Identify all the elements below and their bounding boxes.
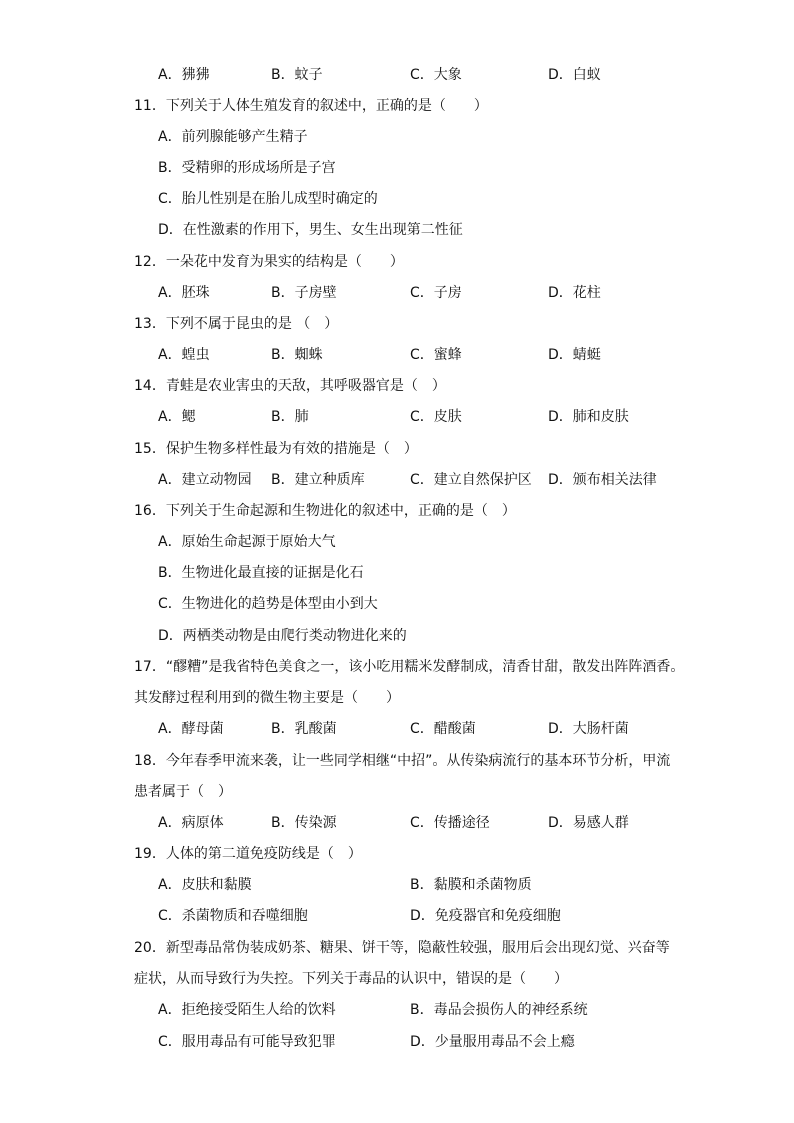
q15-stem: 15．保护生物多样性最为有效的措施是（ ） — [134, 441, 418, 457]
q18-option-d[interactable]: D．易感人群 — [548, 815, 629, 831]
q12-option-b[interactable]: B．子房壁 — [271, 285, 337, 301]
q18-option-a[interactable]: A．病原体 — [158, 815, 224, 831]
q13-option-a[interactable]: A．蝗虫 — [158, 347, 210, 363]
q15-option-a[interactable]: A．建立动物园 — [158, 472, 252, 488]
q13-option-b[interactable]: B．蜘蛛 — [271, 347, 323, 363]
q16-option-a[interactable]: A．原始生命起源于原始大气 — [158, 534, 336, 550]
q17-option-b[interactable]: B．乳酸菌 — [271, 721, 337, 737]
q17-stem-line1: 17．“醪糟”是我省特色美食之一，该小吃用糯米发酵制成，清香甘甜，散发出阵阵酒香。 — [134, 659, 685, 675]
q14-stem: 14．青蛙是农业害虫的天敌，其呼吸器官是（ ） — [134, 378, 446, 394]
q18-option-b[interactable]: B．传染源 — [271, 815, 337, 831]
q16-option-d[interactable]: D．两栖类动物是由爬行类动物进化来的 — [158, 628, 407, 644]
q17-stem-line2: 其发酵过程利用到的微生物主要是（ ） — [134, 690, 400, 706]
q13-option-c[interactable]: C．蜜蜂 — [410, 347, 462, 363]
q20-option-b[interactable]: B．毒品会损伤人的神经系统 — [410, 1002, 588, 1018]
q19-stem: 19．人体的第二道免疫防线是（ ） — [134, 846, 362, 862]
q13-stem: 13．下列不属于昆虫的是 （ ） — [134, 316, 339, 332]
q17-option-c[interactable]: C．醋酸菌 — [410, 721, 476, 737]
q10-option-c[interactable]: C．大象 — [410, 67, 462, 83]
q20-stem-line1: 20．新型毒品常伪装成奶茶、糖果、饼干等，隐蔽性较强，服用后会出现幻觉、兴奋等 — [134, 940, 670, 956]
q14-option-b[interactable]: B．肺 — [271, 409, 309, 425]
q15-option-d[interactable]: D．颁布相关法律 — [548, 472, 657, 488]
q19-option-d[interactable]: D．免疫器官和免疫细胞 — [410, 908, 561, 924]
q12-option-d[interactable]: D．花柱 — [548, 285, 601, 301]
q10-options — [158, 66, 758, 84]
q11-option-c[interactable]: C．胎儿性别是在胎儿成型时确定的 — [158, 191, 378, 207]
q18-stem-line1: 18．今年春季甲流来袭，让一些同学相继“中招”。从传染病流行的基本环节分析，甲流 — [134, 753, 671, 769]
q18-stem-line2: 患者属于（ ） — [134, 784, 232, 800]
q15-option-c[interactable]: C．建立自然保护区 — [410, 472, 532, 488]
q12-option-a[interactable]: A．胚珠 — [158, 285, 210, 301]
q11-option-a[interactable]: A．前列腺能够产生精子 — [158, 129, 308, 145]
q20-option-a[interactable]: A．拒绝接受陌生人给的饮料 — [158, 1002, 336, 1018]
q16-option-c[interactable]: C．生物进化的趋势是体型由小到大 — [158, 596, 378, 612]
q13-option-d[interactable]: D．蜻蜓 — [548, 347, 601, 363]
q17-options — [158, 720, 758, 738]
q20-options-ab — [158, 1001, 758, 1019]
q19-options-ab — [158, 876, 758, 894]
q11-stem: 11．下列关于人体生殖发育的叙述中，正确的是（ ） — [134, 98, 488, 114]
q12-options — [158, 284, 758, 302]
q12-stem: 12．一朵花中发育为果实的结构是（ ） — [134, 254, 404, 270]
q12-option-c[interactable]: C．子房 — [410, 285, 462, 301]
q18-option-c[interactable]: C．传播途径 — [410, 815, 490, 831]
q20-options-cd — [158, 1033, 758, 1051]
q17-option-d[interactable]: D．大肠杆菌 — [548, 721, 629, 737]
q15-options — [158, 471, 758, 489]
q18-options — [158, 814, 758, 832]
q14-option-a[interactable]: A．鳃 — [158, 409, 196, 425]
q13-options — [158, 346, 758, 364]
q10-option-d[interactable]: D．白蚁 — [548, 67, 601, 83]
q16-stem: 16．下列关于生命起源和生物进化的叙述中，正确的是（ ） — [134, 503, 516, 519]
q10-option-b[interactable]: B．蚊子 — [271, 67, 323, 83]
q11-option-d[interactable]: D．在性激素的作用下，男生、女生出现第二性征 — [158, 222, 463, 238]
q11-option-b[interactable]: B．受精卵的形成场所是子宫 — [158, 160, 336, 176]
q14-options — [158, 408, 758, 426]
q19-option-c[interactable]: C．杀菌物质和吞噬细胞 — [158, 908, 308, 924]
q20-option-c[interactable]: C．服用毒品有可能导致犯罪 — [158, 1034, 336, 1050]
q19-option-a[interactable]: A．皮肤和黏膜 — [158, 877, 252, 893]
q14-option-c[interactable]: C．皮肤 — [410, 409, 462, 425]
q17-option-a[interactable]: A．酵母菌 — [158, 721, 224, 737]
q20-option-d[interactable]: D．少量服用毒品不会上瘾 — [410, 1034, 575, 1050]
q14-option-d[interactable]: D．肺和皮肤 — [548, 409, 629, 425]
q10-option-a[interactable]: A．狒狒 — [158, 67, 210, 83]
q15-option-b[interactable]: B．建立种质库 — [271, 472, 365, 488]
q16-option-b[interactable]: B．生物进化最直接的证据是化石 — [158, 565, 364, 581]
q19-option-b[interactable]: B．黏膜和杀菌物质 — [410, 877, 532, 893]
q19-options-cd — [158, 907, 758, 925]
q20-stem-line2: 症状，从而导致行为失控。下列关于毒品的认识中，错误的是（ ） — [134, 971, 568, 987]
